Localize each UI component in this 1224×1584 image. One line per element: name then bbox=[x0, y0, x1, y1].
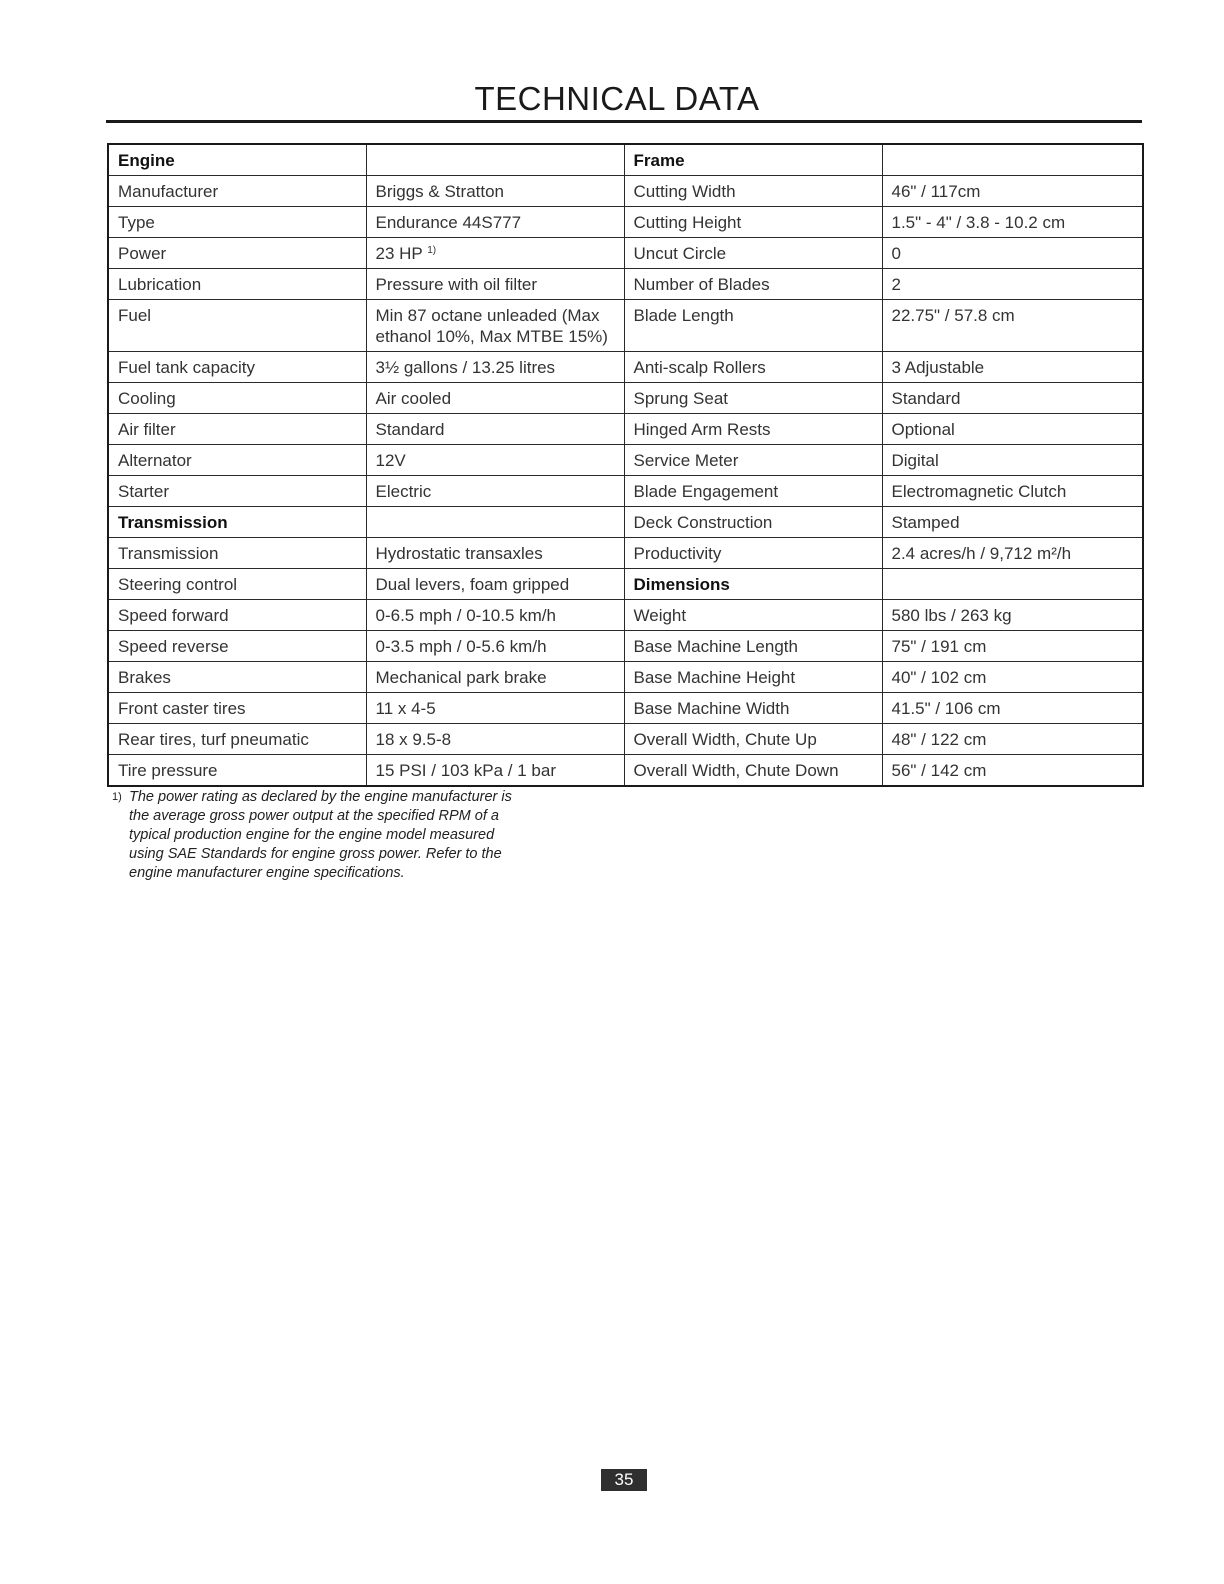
value-cell bbox=[882, 445, 1143, 476]
cell-text: 75" / 191 cm bbox=[891, 637, 987, 656]
table-row bbox=[108, 383, 1143, 414]
cell-text: Dimensions bbox=[633, 575, 730, 594]
table-row bbox=[108, 538, 1143, 569]
label-cell bbox=[108, 352, 366, 383]
cell-text: Transmission bbox=[118, 513, 228, 532]
cell-text: Endurance 44S777 bbox=[375, 213, 522, 232]
table-row bbox=[108, 176, 1143, 207]
value-cell bbox=[882, 207, 1143, 238]
label-cell bbox=[624, 300, 882, 352]
table-row bbox=[108, 662, 1143, 693]
table-row bbox=[108, 238, 1143, 269]
cell-text: 56" / 142 cm bbox=[891, 761, 987, 780]
value-cell bbox=[882, 238, 1143, 269]
cell-text: Fuel bbox=[118, 306, 152, 325]
technical-data-body bbox=[108, 144, 1143, 786]
cell-text: Number of Blades bbox=[633, 275, 770, 294]
table-row bbox=[108, 600, 1143, 631]
label-cell bbox=[108, 445, 366, 476]
cell-text: Starter bbox=[118, 482, 170, 501]
value-cell bbox=[366, 538, 624, 569]
cell-text: Tire pressure bbox=[118, 761, 218, 780]
value-cell bbox=[366, 238, 624, 269]
cell-text: Deck Construction bbox=[633, 513, 773, 532]
cell-text: Anti-scalp Rollers bbox=[633, 358, 766, 377]
cell-text: Sprung Seat bbox=[633, 389, 729, 408]
value-cell bbox=[882, 476, 1143, 507]
cell-text: 23 HP bbox=[375, 244, 423, 263]
value-cell bbox=[366, 144, 624, 176]
cell-text: Alternator bbox=[118, 451, 192, 470]
cell-text: Fuel tank capacity bbox=[118, 358, 256, 377]
cell-text: Service Meter bbox=[633, 451, 739, 470]
cell-text: Power bbox=[118, 244, 167, 263]
cell-text: Mechanical park brake bbox=[375, 668, 547, 687]
cell-text: 2.4 acres/h / 9,712 m²/h bbox=[891, 544, 1072, 563]
cell-text: Cutting Width bbox=[633, 182, 736, 201]
table-row bbox=[108, 507, 1143, 538]
label-cell bbox=[624, 445, 882, 476]
label-cell bbox=[108, 176, 366, 207]
cell-text: Hydrostatic transaxles bbox=[375, 544, 543, 563]
section-header-cell bbox=[624, 569, 882, 600]
label-cell bbox=[108, 238, 366, 269]
label-cell bbox=[624, 414, 882, 445]
label-cell bbox=[108, 300, 366, 352]
cell-text: Frame bbox=[633, 151, 685, 170]
table-row bbox=[108, 300, 1143, 352]
cell-text: Air cooled bbox=[375, 389, 452, 408]
table-row bbox=[108, 414, 1143, 445]
label-cell bbox=[624, 207, 882, 238]
cell-text: Dual levers, foam gripped bbox=[375, 575, 570, 594]
value-cell bbox=[366, 476, 624, 507]
cell-text: Electric bbox=[375, 482, 432, 501]
cell-text: Base Machine Length bbox=[633, 637, 798, 656]
section-header-cell bbox=[624, 144, 882, 176]
label-cell bbox=[108, 476, 366, 507]
table-row bbox=[108, 207, 1143, 238]
cell-text: Base Machine Height bbox=[633, 668, 796, 687]
cell-text: Air filter bbox=[118, 420, 176, 439]
table-row bbox=[108, 724, 1143, 755]
value-cell bbox=[366, 352, 624, 383]
table-row bbox=[108, 755, 1143, 787]
value-cell bbox=[882, 755, 1143, 787]
label-cell bbox=[624, 383, 882, 414]
value-cell bbox=[366, 414, 624, 445]
cell-text: Rear tires, turf pneumatic bbox=[118, 730, 309, 749]
value-cell bbox=[882, 538, 1143, 569]
table-row bbox=[108, 569, 1143, 600]
label-cell bbox=[108, 724, 366, 755]
value-cell bbox=[366, 724, 624, 755]
table-row bbox=[108, 445, 1143, 476]
footnote-reference: 1) bbox=[427, 245, 437, 256]
label-cell bbox=[624, 662, 882, 693]
power-footnote bbox=[112, 788, 532, 883]
cell-text: Optional bbox=[891, 420, 955, 439]
cell-text: 40" / 102 cm bbox=[891, 668, 987, 687]
value-cell bbox=[882, 383, 1143, 414]
cell-text: Engine bbox=[118, 151, 175, 170]
cell-text: 0-6.5 mph / 0-10.5 km/h bbox=[375, 606, 556, 625]
cell-text: 12V bbox=[375, 451, 406, 470]
cell-text: Blade Length bbox=[633, 306, 734, 325]
label-cell bbox=[108, 755, 366, 787]
value-cell bbox=[882, 662, 1143, 693]
cell-text: Uncut Circle bbox=[633, 244, 727, 263]
label-cell bbox=[108, 383, 366, 414]
cell-text: Briggs & Stratton bbox=[375, 182, 505, 201]
label-cell bbox=[624, 176, 882, 207]
cell-text: Standard bbox=[375, 420, 445, 439]
technical-data-table bbox=[107, 143, 1144, 787]
value-cell bbox=[882, 352, 1143, 383]
cell-text: 0-3.5 mph / 0-5.6 km/h bbox=[375, 637, 547, 656]
cell-text: Lubrication bbox=[118, 275, 202, 294]
cell-text: Front caster tires bbox=[118, 699, 246, 718]
footnote-text: The power rating as declared by the engine manufacturer is the average gross power output at the specified RPM of a typical production engine for the engine model measured using SAE Standards for engine gross power. Refer to the engine manufacturer engine specifications. bbox=[129, 789, 512, 881]
cell-text: 0 bbox=[891, 244, 901, 263]
label-cell bbox=[624, 631, 882, 662]
cell-text: Transmission bbox=[118, 544, 219, 563]
cell-text: Min 87 octane unleaded (Max ethanol 10%, Max MTBE 15%) bbox=[375, 306, 608, 346]
label-cell bbox=[108, 269, 366, 300]
value-cell bbox=[882, 414, 1143, 445]
cell-text: 18 x 9.5-8 bbox=[375, 730, 452, 749]
cell-text: 15 PSI / 103 kPa / 1 bar bbox=[375, 761, 557, 780]
value-cell bbox=[882, 693, 1143, 724]
page-number: 35 bbox=[601, 1469, 647, 1491]
table-row bbox=[108, 631, 1143, 662]
footnote-marker: 1) bbox=[112, 791, 122, 803]
value-cell bbox=[882, 724, 1143, 755]
value-cell bbox=[882, 269, 1143, 300]
cell-text: 3 Adjustable bbox=[891, 358, 985, 377]
table-row bbox=[108, 269, 1143, 300]
value-cell bbox=[366, 383, 624, 414]
label-cell bbox=[624, 693, 882, 724]
label-cell bbox=[108, 569, 366, 600]
label-cell bbox=[624, 755, 882, 787]
value-cell bbox=[882, 300, 1143, 352]
cell-text: Manufacturer bbox=[118, 182, 219, 201]
table-row bbox=[108, 144, 1143, 176]
cell-text: Base Machine Width bbox=[633, 699, 790, 718]
value-cell bbox=[366, 445, 624, 476]
value-cell bbox=[366, 507, 624, 538]
table-row bbox=[108, 693, 1143, 724]
cell-text: Stamped bbox=[891, 513, 960, 532]
label-cell bbox=[624, 269, 882, 300]
cell-text: Blade Engagement bbox=[633, 482, 779, 501]
value-cell bbox=[366, 693, 624, 724]
title-rule bbox=[106, 120, 1142, 123]
cell-text: Steering control bbox=[118, 575, 238, 594]
cell-text: 580 lbs / 263 kg bbox=[891, 606, 1012, 625]
cell-text: Speed forward bbox=[118, 606, 229, 625]
cell-text: Pressure with oil filter bbox=[375, 275, 538, 294]
cell-text: 3½ gallons / 13.25 litres bbox=[375, 358, 556, 377]
label-cell bbox=[624, 352, 882, 383]
cell-text: 11 x 4-5 bbox=[375, 699, 436, 718]
value-cell bbox=[366, 569, 624, 600]
cell-text: 1.5" - 4" / 3.8 - 10.2 cm bbox=[891, 213, 1066, 232]
label-cell bbox=[624, 476, 882, 507]
value-cell bbox=[366, 207, 624, 238]
value-cell bbox=[882, 600, 1143, 631]
label-cell bbox=[108, 538, 366, 569]
label-cell bbox=[108, 600, 366, 631]
label-cell bbox=[624, 724, 882, 755]
value-cell bbox=[366, 755, 624, 787]
table-row bbox=[108, 476, 1143, 507]
label-cell bbox=[624, 238, 882, 269]
value-cell bbox=[882, 507, 1143, 538]
label-cell bbox=[624, 507, 882, 538]
cell-text: Productivity bbox=[633, 544, 722, 563]
value-cell bbox=[882, 176, 1143, 207]
label-cell bbox=[108, 207, 366, 238]
cell-text: Electromagnetic Clutch bbox=[891, 482, 1067, 501]
cell-text: 41.5" / 106 cm bbox=[891, 699, 1001, 718]
table-row bbox=[108, 352, 1143, 383]
label-cell bbox=[108, 662, 366, 693]
cell-text: 48" / 122 cm bbox=[891, 730, 987, 749]
cell-text: Digital bbox=[891, 451, 939, 470]
cell-text: Brakes bbox=[118, 668, 171, 687]
section-header-cell bbox=[108, 144, 366, 176]
page-title: TECHNICAL DATA bbox=[474, 80, 760, 117]
cell-text: Standard bbox=[891, 389, 961, 408]
cell-text: Speed reverse bbox=[118, 637, 229, 656]
cell-text: 22.75" / 57.8 cm bbox=[891, 306, 1015, 325]
cell-text: Overall Width, Chute Up bbox=[633, 730, 817, 749]
cell-text: Overall Width, Chute Down bbox=[633, 761, 839, 780]
value-cell bbox=[366, 600, 624, 631]
label-cell bbox=[108, 414, 366, 445]
cell-text: Type bbox=[118, 213, 155, 232]
value-cell bbox=[882, 569, 1143, 600]
section-header-cell bbox=[108, 507, 366, 538]
label-cell bbox=[108, 693, 366, 724]
cell-text: Cutting Height bbox=[633, 213, 742, 232]
value-cell bbox=[882, 144, 1143, 176]
cell-text: Cooling bbox=[118, 389, 176, 408]
label-cell bbox=[108, 631, 366, 662]
value-cell bbox=[366, 631, 624, 662]
cell-text: Weight bbox=[633, 606, 687, 625]
cell-text: 2 bbox=[891, 275, 901, 294]
label-cell bbox=[624, 538, 882, 569]
value-cell bbox=[366, 176, 624, 207]
value-cell bbox=[366, 269, 624, 300]
value-cell bbox=[366, 300, 624, 352]
cell-text: Hinged Arm Rests bbox=[633, 420, 771, 439]
value-cell bbox=[366, 662, 624, 693]
cell-text: 46" / 117cm bbox=[891, 182, 981, 201]
label-cell bbox=[624, 600, 882, 631]
value-cell bbox=[882, 631, 1143, 662]
